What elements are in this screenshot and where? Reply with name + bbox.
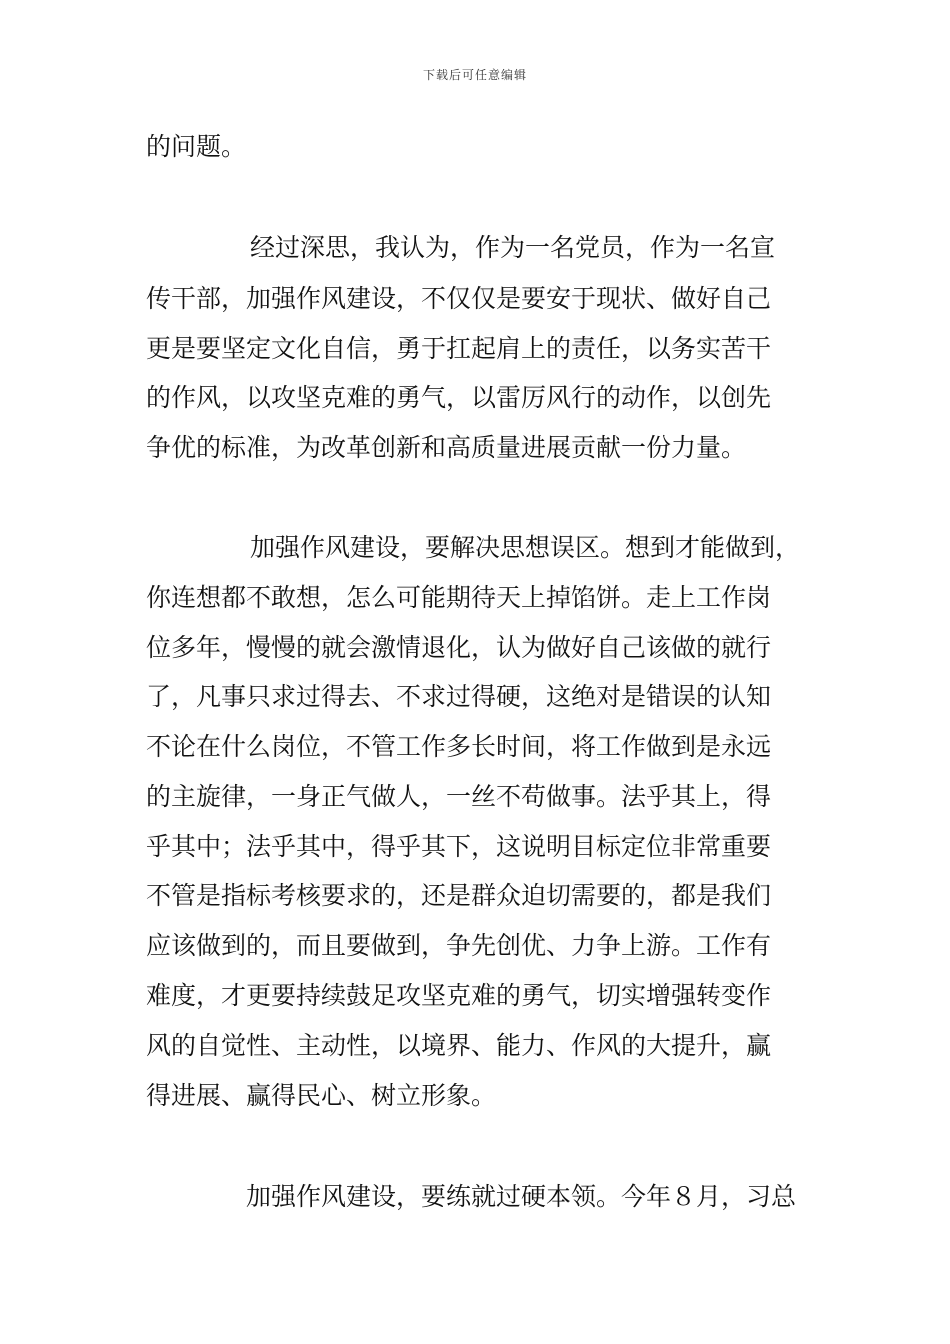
text-line: 难度，才更要持续鼓足攻坚克难的勇气，切实增强转变作 [146, 981, 772, 1010]
page-header: 下载后可任意编辑 [422, 68, 527, 82]
text-line: 的作风，以攻坚克难的勇气，以雷厉风行的动作，以创先 [146, 383, 772, 412]
text-line: 争优的标准，为改革创新和高质量进展贡献一份力量。 [146, 433, 747, 462]
text-line: 不管是指标考核要求的，还是群众迫切需要的，都是我们 [146, 881, 772, 910]
paragraph-first-line: 加强作风建设，要练就过硬本领。今年８月，习总 [246, 1182, 797, 1211]
paragraph-first-line: 经过深思，我认为，作为一名党员，作为一名宣 [250, 233, 776, 262]
text-line: 乎其中；法乎其中，得乎其下，这说明目标定位非常重要 [146, 832, 772, 861]
text-line: 的问题。 [146, 132, 247, 161]
text-line: 不论在什么岗位，不管工作多长时间，将工作做到是永远 [146, 732, 772, 761]
text-line: 传干部，加强作风建设，不仅仅是要安于现状、做好自己 [146, 284, 772, 313]
text-line: 更是要坚定文化自信，勇于扛起肩上的责任，以务实苦干 [146, 334, 772, 363]
text-line: 风的自觉性、主动性，以境界、能力、作风的大提升，赢 [146, 1031, 772, 1060]
text-line: 的主旋律，一身正气做人，一丝不苟做事。法乎其上，得 [146, 782, 772, 811]
text-line: 了，凡事只求过得去、不求过得硬，这绝对是错误的认知 [146, 682, 772, 711]
text-line: 位多年，慢慢的就会激情退化，认为做好自己该做的就行 [146, 633, 772, 662]
paragraph-first-line: 加强作风建设，要解决思想误区。想到才能做到， [250, 533, 801, 562]
text-line: 应该做到的，而且要做到，争先创优、力争上游。工作有 [146, 931, 772, 960]
text-line: 得进展、赢得民心、树立形象。 [146, 1081, 497, 1110]
text-line: 你连想都不敢想，怎么可能期待天上掉馅饼。走上工作岗 [146, 583, 772, 612]
